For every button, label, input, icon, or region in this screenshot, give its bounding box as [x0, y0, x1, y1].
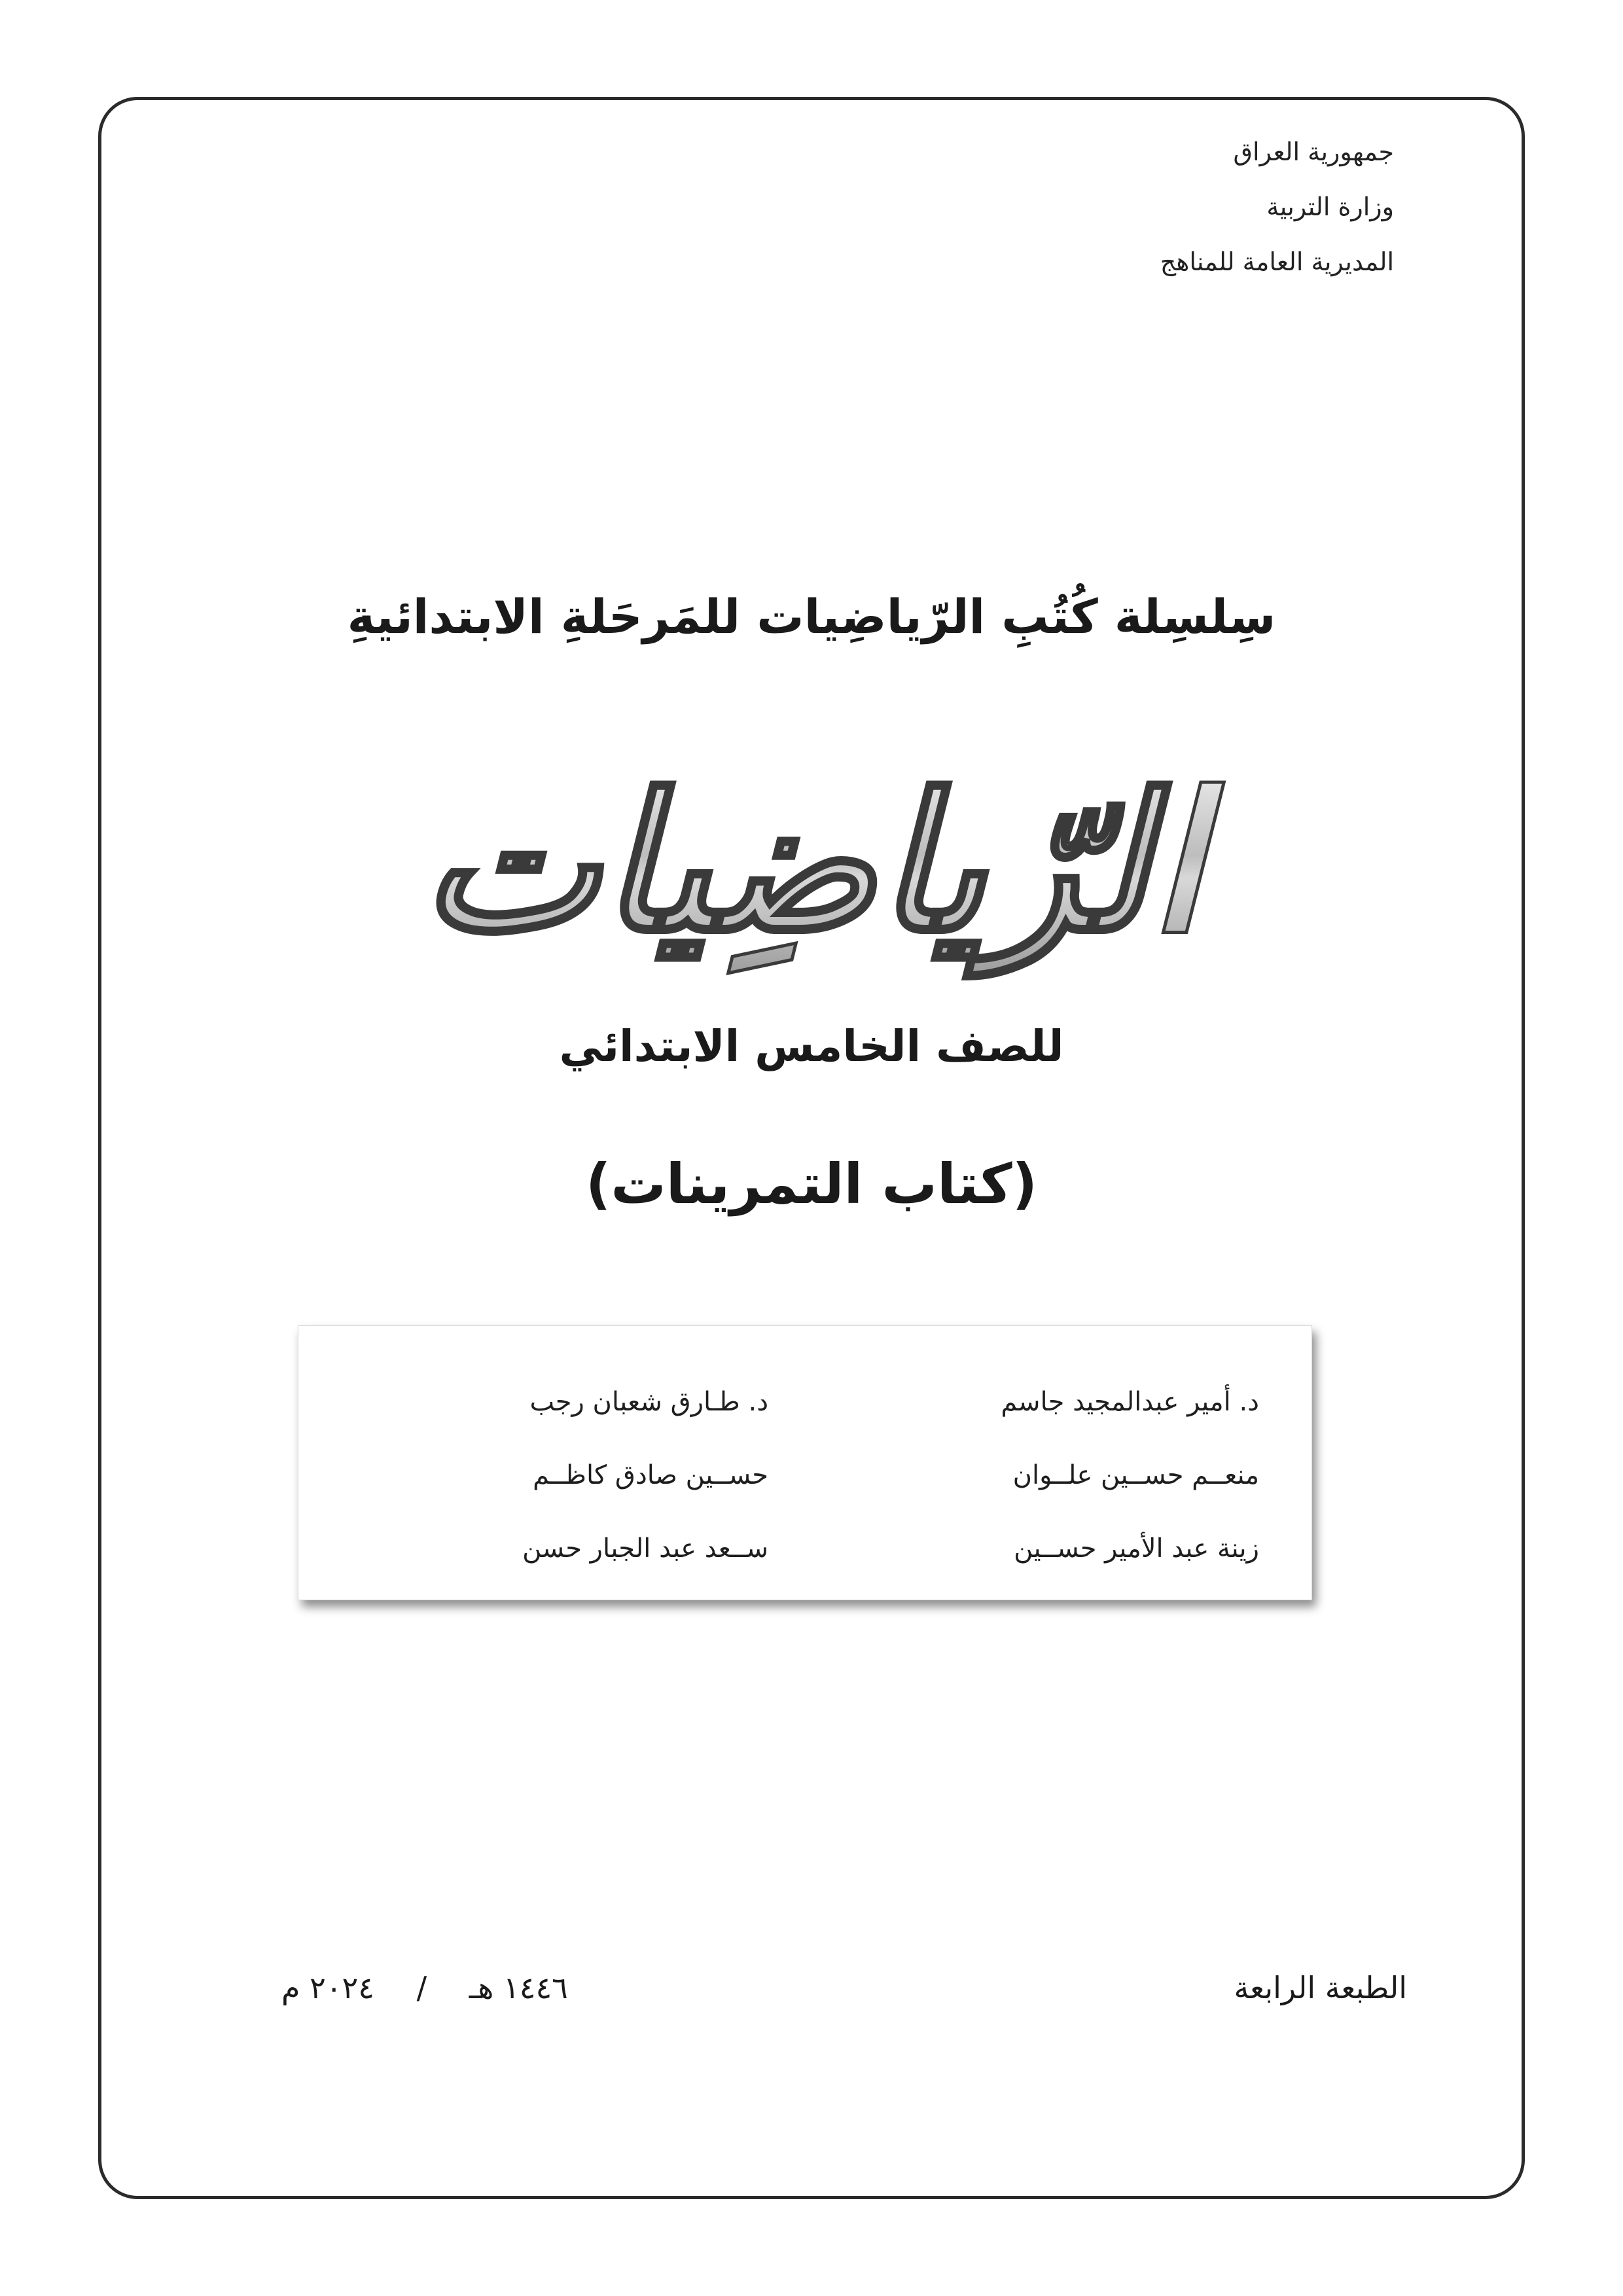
book-type-title: (كتاب التمرينات) [585, 1152, 1038, 1216]
main-title-svg [353, 753, 1270, 1001]
edition-label: الطبعة الرابعة [1234, 1970, 1407, 2005]
date-separator: / [416, 1970, 427, 2005]
hijri-year: ١٤٤٦ هـ [469, 1970, 568, 2005]
page-frame [98, 97, 1525, 2199]
grade-title: للصف الخامس الابتدائي [559, 1021, 1064, 1071]
header-ministry: وزارة التربية [1266, 192, 1394, 221]
issuer-header [1160, 124, 1394, 289]
gregorian-year: ٢٠٢٤ م [281, 1970, 374, 2005]
authors-column-left [522, 1365, 768, 1585]
authors-column-right [1001, 1365, 1259, 1585]
authors-box [298, 1325, 1312, 1600]
header-directorate: المديرية العامة للمناهج [1160, 247, 1394, 276]
author-name: د. طـارق شعبان رجب [529, 1387, 768, 1417]
author-name: ســعد عبد الجبار حسن [522, 1534, 768, 1564]
author-name: حســين صادق كاظــم [533, 1460, 768, 1490]
author-name: د. أمير عبدالمجيد جاسم [1001, 1387, 1259, 1417]
main-title-logo [0, 753, 1623, 1001]
publication-date [281, 1970, 568, 2005]
header-country: جمهورية العراق [1233, 137, 1394, 166]
author-name: منعــم حســين علــوان [1012, 1460, 1259, 1490]
series-title: سِلسِلة كُتُبِ الرّياضِيات للمَرحَلةِ الابتدائيةِ [347, 589, 1276, 644]
main-title-text: الرّياضِيات [421, 754, 1202, 975]
author-name: زينة عبد الأمير حســين [1014, 1534, 1259, 1564]
